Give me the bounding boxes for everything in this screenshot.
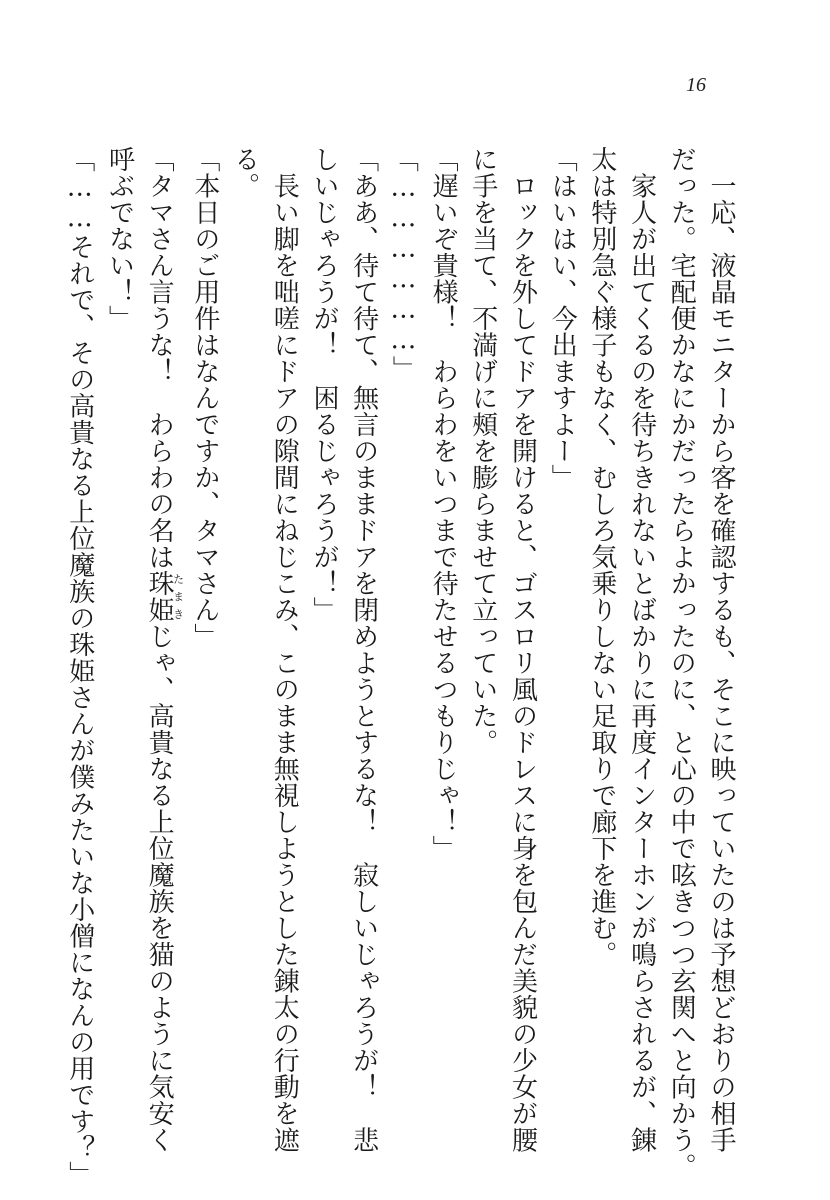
text-line: 呼ぶでない！」	[104, 146, 135, 332]
text-line: だった。宅配便かなにかだったらよかったのに、と心の中で呟きつつ玄関へと向かう。	[666, 146, 697, 1180]
text-line: しいじゃろうが！ 困るじゃろうが！」	[308, 146, 339, 623]
text-line: 家人が出てくるのを待ちきれないとばかりに再度インターホンが鳴らされるが、錬	[626, 146, 657, 1153]
text-line: 「本日のご用件はなんですか、タマさん」	[189, 146, 220, 650]
novel-body-text	[59, 146, 740, 1188]
text-line: 長い脚を咄嗟にドアの隙間にねじこみ、このまま無視しようとした錬太の行動を遮	[269, 146, 300, 1153]
ruby-annotation: 珠姫たまき	[144, 570, 185, 623]
text-line: 「………………」	[388, 146, 419, 382]
text-line: 「遅いぞ貴様！ わらわをいつまで待たせるつもりじゃ！」	[428, 146, 459, 862]
text-line: 一応、液晶モニターから客を確認するも、そこに映っていたのは予想どおりの相手	[706, 146, 736, 1153]
page-number: 16	[686, 74, 706, 96]
text-line: 「……それで、その高貴なる上位魔族の珠姫さんが僕みたいな小僧になんの用です？」	[64, 146, 95, 1188]
text-line: 太は特別急ぐ様子もなく、むしろ気乗りしない足取りで廊下を進む。	[586, 146, 617, 968]
text-line-with-ruby: 「タマさん言うな！ わらわの名は珠姫たまきじゃ、高貴なる上位魔族を猫のように気安く	[144, 146, 185, 1153]
text-line: に手を当て、不満げに頰を膨らませて立っていた。	[467, 146, 498, 756]
text-line: る。	[229, 146, 260, 199]
ruby-reading: たまき	[171, 570, 185, 623]
text-line: ロックを外してドアを開けると、ゴスロリ風のドレスに身を包んだ美貌の少女が腰	[507, 146, 538, 1153]
text-line: 「はいはい、今出ますよー」	[547, 146, 578, 491]
text-line: 「ああ、待て待て、無言のままドアを閉めようとするな！ 寂しいじゃろうが！ 悲	[348, 146, 379, 1153]
